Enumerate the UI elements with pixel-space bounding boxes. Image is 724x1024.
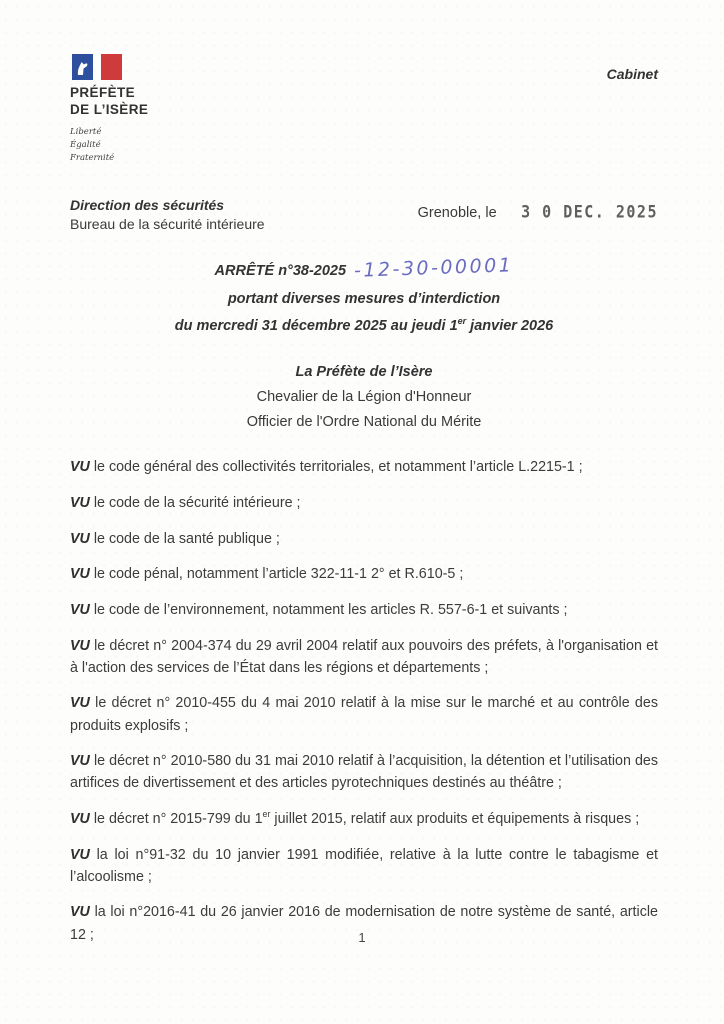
- decree-title: [70, 254, 658, 335]
- visa-prefix: VU: [70, 810, 90, 827]
- visa-prefix: VU: [70, 753, 90, 770]
- decree-title-line3: du mercredi 31 décembre 2025 au jeudi 1er janvier 2026: [174, 316, 554, 335]
- agency-name: [70, 85, 250, 119]
- visa-text: le code pénal, notamment l’article 322-11-1 2° et R.610-5 ;: [93, 566, 464, 583]
- decree-title-line1: [70, 254, 658, 283]
- visa-text: la loi n°91-32 du 10 janvier 1991 modifiée, relative à la lutte contre le tabagisme et l’alcoolisme ;: [70, 846, 658, 885]
- visa-paragraph: [70, 492, 658, 514]
- visa-text: la loi n°2016-41 du 26 janvier 2016 de modernisation de notre système de santé, article 12 ;: [70, 904, 658, 943]
- dateline: [418, 197, 658, 222]
- visa-paragraph: [70, 528, 658, 550]
- visa-superscript: er: [262, 809, 271, 820]
- visa-paragraph: [70, 808, 658, 830]
- visa-paragraph: [70, 563, 658, 585]
- prefecture-logo: [70, 54, 250, 165]
- bureau-label: Bureau de la sécurité intérieure: [70, 216, 265, 233]
- visa-text: le code de la sécurité intérieure ;: [93, 494, 301, 511]
- decree-number-handwritten: -12-30-00001: [353, 254, 514, 283]
- header: [70, 54, 658, 165]
- agency-name-line1: PRÉFÈTE: [70, 85, 136, 100]
- visa-prefix: VU: [70, 637, 90, 654]
- direction-label: Direction des sécurités: [70, 197, 225, 214]
- french-flag-icon: [72, 54, 122, 81]
- visa-prefix: VU: [70, 530, 90, 547]
- visa-text: le code général des collectivités territoriales, et notamment l’article L.2215-1 ;: [93, 459, 583, 476]
- republic-motto: [70, 126, 250, 166]
- visas: [70, 456, 658, 946]
- visa-prefix: VU: [70, 601, 90, 618]
- authority-honor1: Chevalier de la Légion d'Honneur: [256, 389, 472, 406]
- motto-egalite: Égalité: [70, 139, 101, 150]
- visa-text: juillet 2015, relatif aux produits et équipements à risques ;: [270, 810, 640, 827]
- visa-prefix: VU: [70, 494, 90, 511]
- decree-title-line2: portant diverses mesures d’interdiction: [227, 291, 501, 308]
- visa-prefix: VU: [70, 459, 90, 476]
- visa-paragraph: [70, 635, 658, 679]
- visa-text: le code de la santé publique ;: [93, 530, 280, 547]
- visa-text: le décret n° 2010-455 du 4 mai 2010 relatif à la mise sur le marché et au contrôle des produits explosifs ;: [70, 695, 658, 734]
- service-row: [70, 197, 658, 232]
- agency-name-line2: DE L’ISÈRE: [70, 101, 149, 117]
- service-block: [70, 197, 265, 232]
- visa-text: le décret n° 2004-374 du 29 avril 2004 relatif aux pouvoirs des préfets, à l'organisation et à l'action des services de l’État dans les régions et départements ;: [70, 637, 658, 676]
- authority-block: [70, 364, 658, 430]
- page-number: 1: [358, 930, 366, 945]
- visa-text: le décret n° 2015-799 du 1: [93, 810, 263, 827]
- authority-honor2: Officier de l'Ordre National du Mérite: [246, 414, 482, 431]
- motto-fraternite: Fraternité: [70, 153, 115, 164]
- place-label: Grenoble, le: [417, 205, 497, 222]
- visa-text: le décret n° 2010-580 du 31 mai 2010 relatif à l’acquisition, la détention et l’utilisation des artifices de divertissement et des articles pyrotechniques destinés au théâtre ;: [70, 753, 658, 792]
- visa-prefix: VU: [70, 566, 90, 583]
- visa-prefix: VU: [70, 695, 90, 712]
- visa-prefix: VU: [70, 846, 90, 863]
- date-stamp: 3 0 DEC. 2025: [521, 202, 658, 223]
- decree-number-typed: ARRÊTÉ n°38-2025: [214, 263, 347, 280]
- visa-paragraph: [70, 692, 658, 736]
- motto-liberte: Liberté: [70, 126, 102, 137]
- visa-paragraph: [70, 750, 658, 794]
- visa-prefix: VU: [70, 904, 90, 921]
- authority-title: La Préfète de l’Isère: [295, 364, 433, 381]
- visa-text: le code de l’environnement, notamment les articles R. 557-6-1 et suivants ;: [93, 601, 568, 618]
- visa-paragraph: [70, 456, 658, 478]
- cabinet-label: Cabinet: [606, 66, 658, 82]
- visa-paragraph: [70, 844, 658, 888]
- visa-paragraph: [70, 599, 658, 621]
